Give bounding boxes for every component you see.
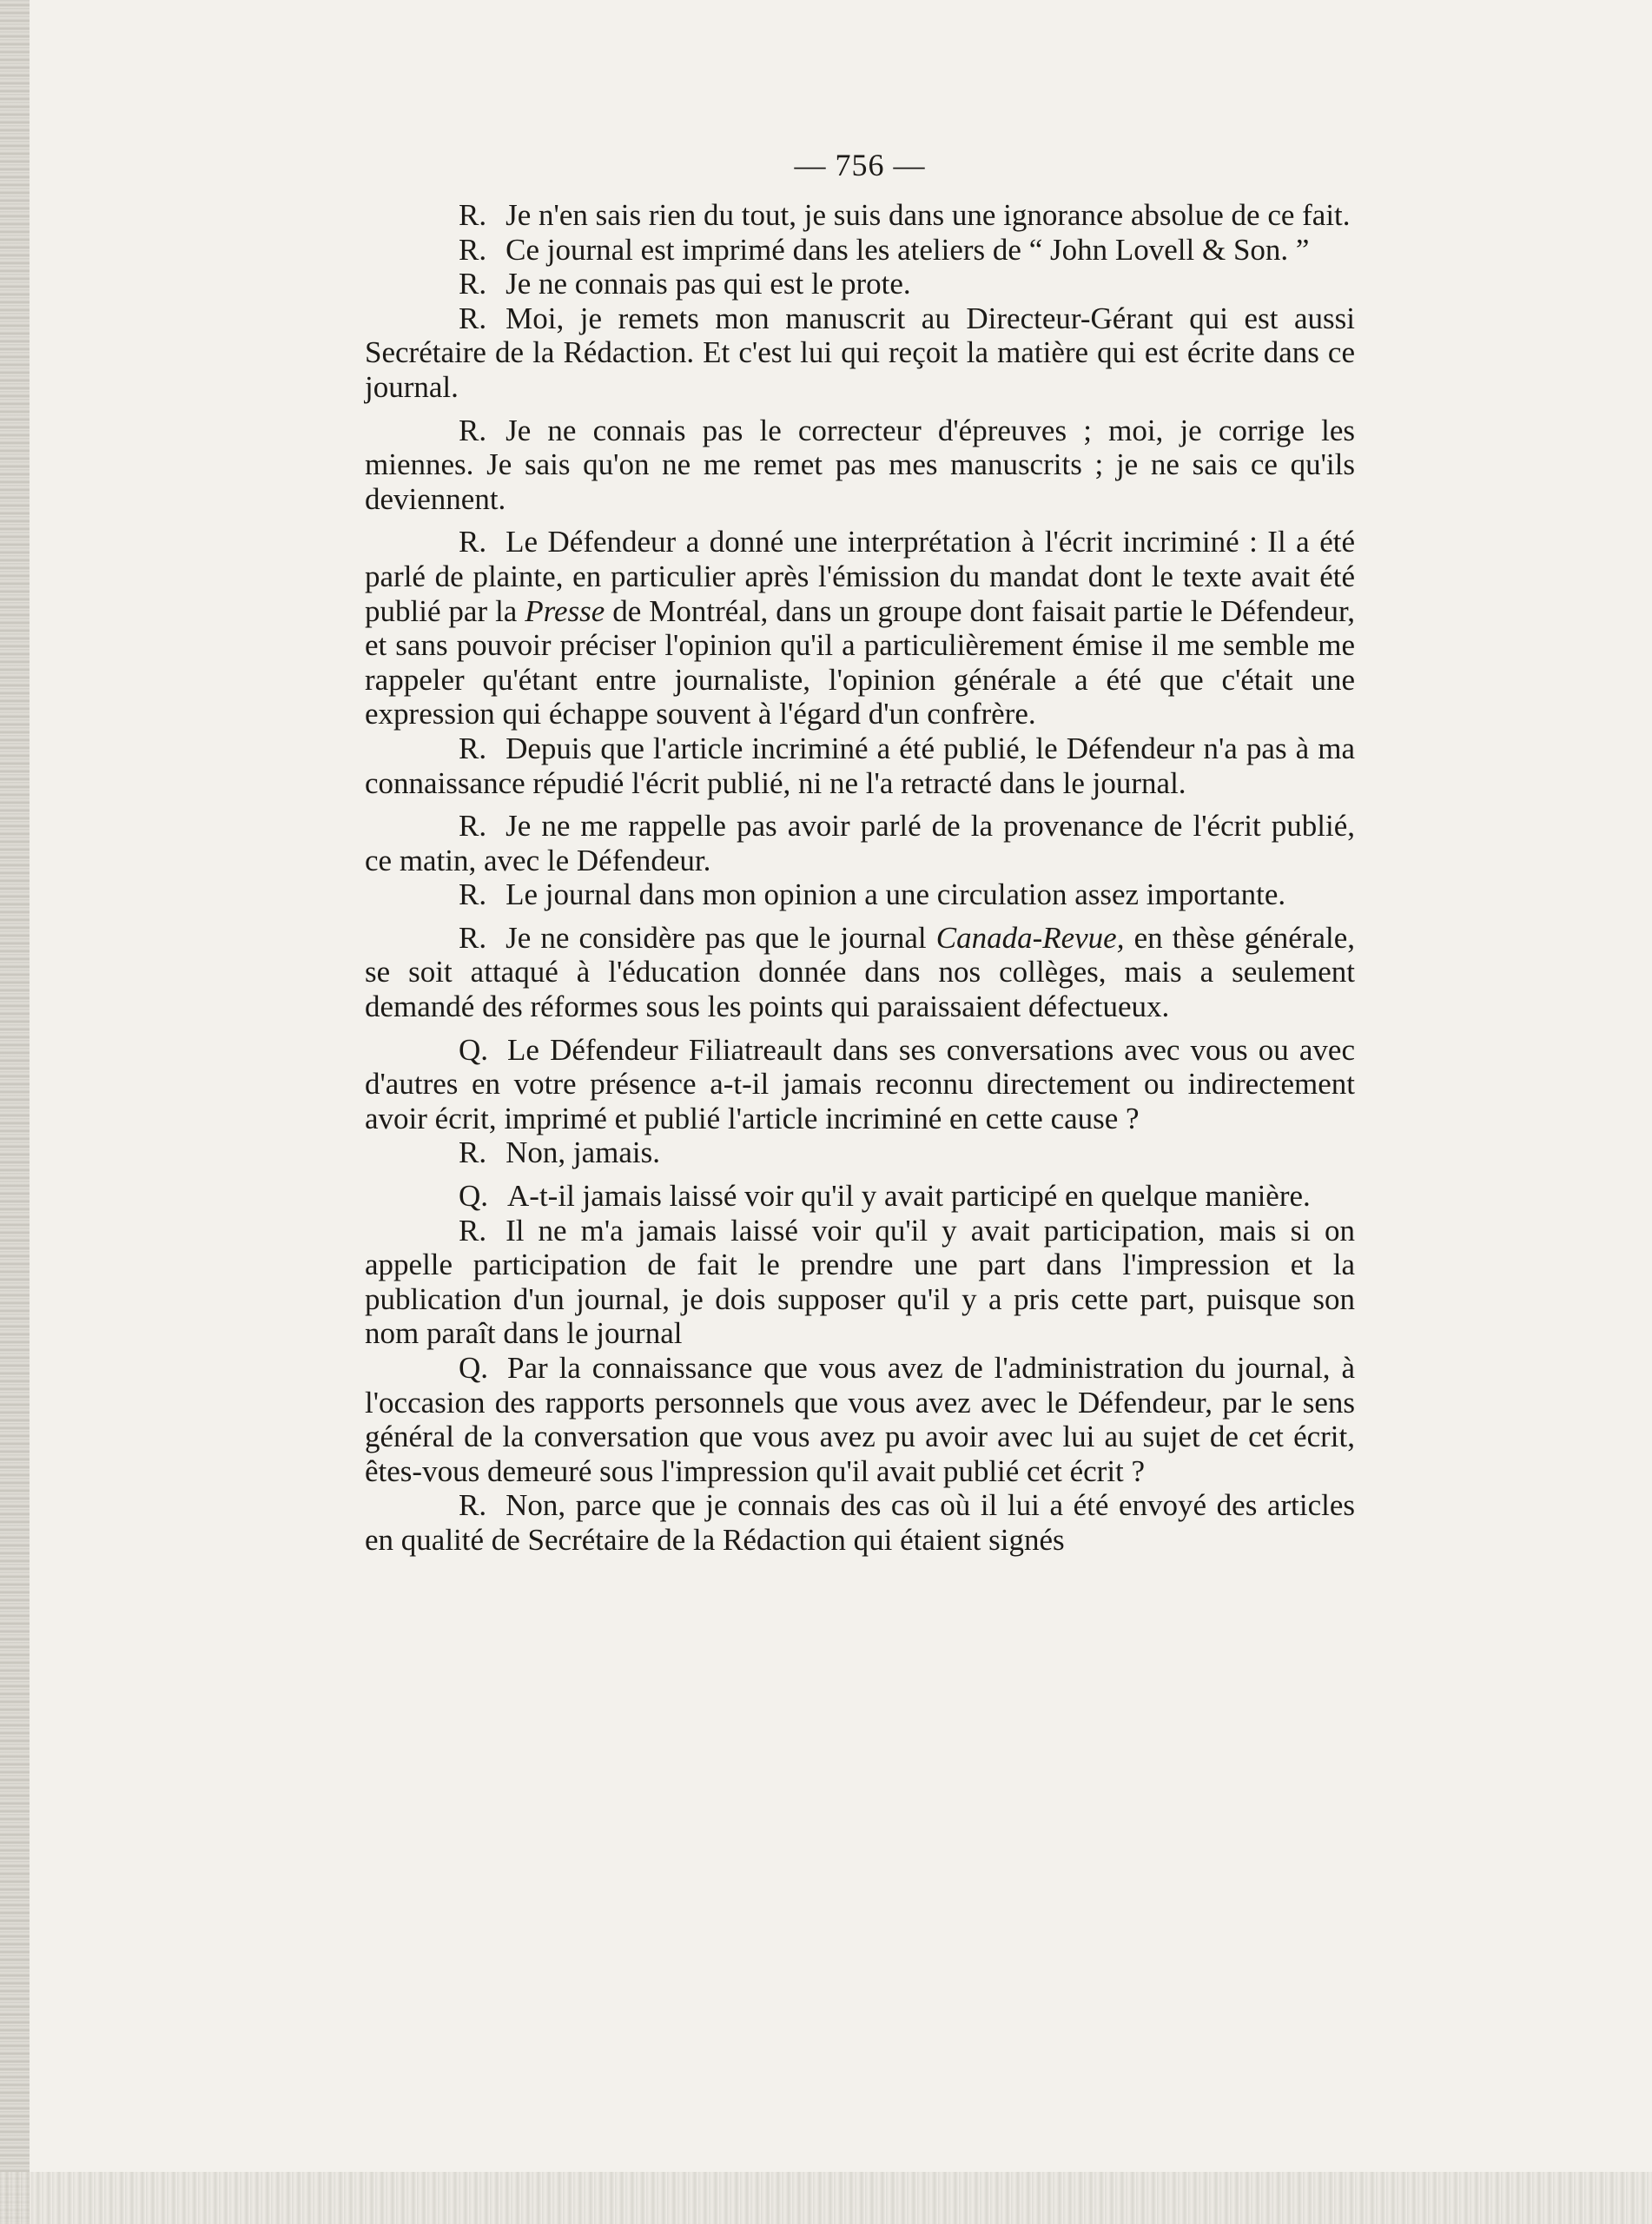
paragraph-text: Non, parce que je connais des cas où il lui a été envoyé des articles en qualité de Secrétaire de la Rédaction qui étaient signés [365, 1488, 1355, 1557]
paragraph-12 [365, 1135, 1355, 1170]
paragraph-text-after: en thèse générale, se soit attaqué à l'éducation donnée dans nos collèges, mais a seulement demandé des réformes sous les points qui paraissaient défectueux. [365, 920, 1355, 1024]
speaker-label: R. [459, 877, 487, 912]
speaker-label: R. [459, 731, 487, 765]
newspaper-name-presse: Presse [525, 593, 605, 628]
scan-edge-bottom [0, 2172, 1652, 2224]
paragraph-7 [365, 731, 1355, 800]
paragraph-5 [365, 414, 1355, 517]
speaker-label: R. [459, 920, 487, 955]
speaker-label: R. [459, 1135, 487, 1170]
scan-edge-left [0, 0, 30, 2224]
paragraph-11 [365, 1033, 1355, 1136]
page-number: — 756 — [794, 148, 926, 182]
document-page [365, 139, 1355, 1558]
paragraph-text: Par la connaissance que vous avez de l'administration du journal, à l'occasion des rapports personnels que vous avez avec le Défendeur, par le sens général de la conversation que vous avez pu avoir avec lui au sujet de cet écrit, êtes-vous demeuré sous l'impression qu'il avait publié cet écrit ? [365, 1351, 1355, 1488]
paragraph-text: Je n'en sais rien du tout, je suis dans une ignorance absolue de ce fait. [506, 198, 1351, 232]
paragraph-6 [365, 525, 1355, 731]
paragraph-text: Le journal dans mon opinion a une circulation assez importante. [506, 877, 1286, 912]
paragraph-text-before: Le Défendeur a donné une interprétation à l'écrit incriminé : Il a été parlé de plainte, en particulier après l'émission du mandat dont le texte avait été publié par la [365, 525, 1355, 628]
paragraph-13 [365, 1179, 1355, 1214]
speaker-label: R. [459, 1213, 487, 1248]
paragraph-text: A-t-il jamais laissé voir qu'il y avait participé en quelque manière. [507, 1179, 1311, 1214]
paragraph-1 [365, 198, 1355, 233]
paragraph-14 [365, 1214, 1355, 1351]
paragraph-16 [365, 1488, 1355, 1557]
newspaper-name-canada-revue: Canada-Revue, [935, 920, 1125, 955]
speaker-label: R. [459, 525, 487, 559]
paragraph-9 [365, 877, 1355, 912]
paragraph-15 [365, 1351, 1355, 1488]
speaker-label: R. [459, 267, 487, 301]
paragraph-text-before: Je ne considère pas que le journal [506, 920, 936, 955]
paragraph-text: Moi, je remets mon manuscrit au Directeur-Gérant qui est aussi Secrétaire de la Rédaction. Et c'est lui qui reçoit la matière qui est écrite dans ce journal. [365, 301, 1355, 404]
paragraph-text: Le Défendeur Filiatreault dans ses conversations avec vous ou avec d'autres en votre présence a-t-il jamais reconnu directement ou indirectement avoir écrit, imprimé et publié l'article incriminé en cette cause ? [365, 1032, 1355, 1135]
paragraph-text: Il ne m'a jamais laissé voir qu'il y avait participation, mais si on appelle participation de fait le prendre une part dans l'impression et la publication d'un journal, je dois supposer qu'il y a pris cette part, puisque son nom paraît dans le journal [365, 1213, 1355, 1351]
paragraph-text: Je ne connais pas le correcteur d'épreuves ; moi, je corrige les miennes. Je sais qu'on ne me remet pas mes manuscrits ; je ne sais ce qu'ils deviennent. [365, 413, 1355, 516]
paragraph-text: Depuis que l'article incriminé a été publié, le Défendeur n'a pas à ma connaissance répudié l'écrit publié, ni ne l'a retracté dans le journal. [365, 731, 1355, 800]
speaker-label: R. [459, 413, 487, 447]
speaker-label: Q. [459, 1351, 489, 1385]
paragraph-10 [365, 921, 1355, 1024]
paragraph-text-after: de Montréal, dans un groupe dont faisait partie le Défendeur, et sans pouvoir préciser l'opinion qu'il a particulièrement émise il me semble me rappeler qu'étant entre journaliste, l'opinion générale a été que c'était une expression qui échappe souvent à l'égard d'un confrère. [365, 593, 1355, 731]
paragraph-text: Non, jamais. [506, 1135, 660, 1170]
paragraph-8 [365, 809, 1355, 877]
speaker-label: Q. [459, 1032, 489, 1067]
speaker-label: Q. [459, 1179, 489, 1214]
speaker-label: R. [459, 198, 487, 232]
paragraph-text: Je ne me rappelle pas avoir parlé de la provenance de l'écrit publié, ce matin, avec le Défendeur. [365, 809, 1355, 877]
speaker-label: R. [459, 232, 487, 267]
paragraph-3 [365, 267, 1355, 301]
speaker-label: R. [459, 809, 487, 844]
speaker-label: R. [459, 301, 487, 335]
paragraph-2 [365, 233, 1355, 268]
paragraph-text: Je ne connais pas qui est le prote. [506, 267, 911, 301]
speaker-label: R. [459, 1488, 487, 1523]
paragraph-text: Ce journal est imprimé dans les ateliers de “ John Lovell & Son. ” [506, 232, 1310, 267]
paragraph-4 [365, 301, 1355, 405]
